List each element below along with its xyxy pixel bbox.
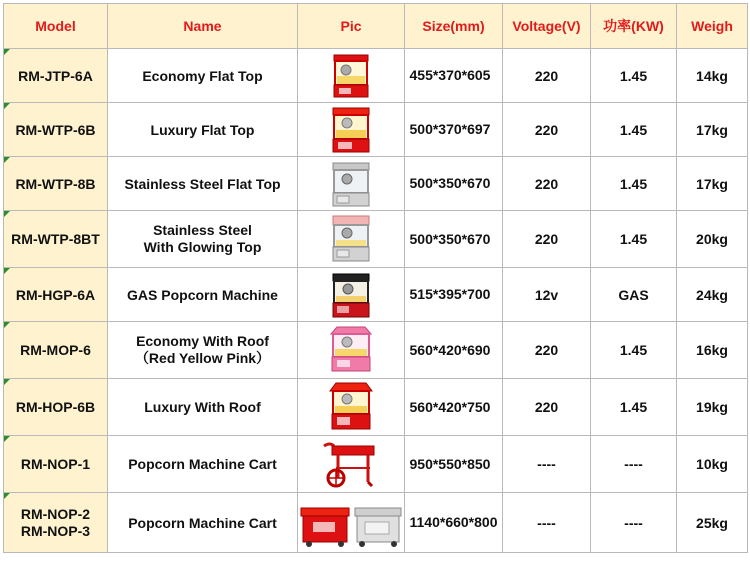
table-row: [4, 157, 748, 211]
table-row: [4, 322, 748, 379]
name-cell: [108, 211, 298, 268]
spec-sheet: [3, 3, 747, 559]
name-line-1: Stainless Steel: [153, 222, 252, 238]
voltage-cell: 220: [503, 157, 591, 211]
table-row: [4, 49, 748, 103]
weight-cell: 10kg: [677, 436, 748, 493]
table-row: [4, 103, 748, 157]
weight-cell: 17kg: [677, 157, 748, 211]
steel-popcorn-machine-icon: [298, 157, 405, 211]
header-size: Size(mm): [405, 4, 503, 49]
name-line-1: Economy With Roof: [136, 333, 269, 349]
weight-cell: 17kg: [677, 103, 748, 157]
model-cell: RM-JTP-6A: [4, 49, 108, 103]
power-cell: ----: [591, 436, 677, 493]
header-pic: Pic: [298, 4, 405, 49]
model-cell: RM-WTP-8B: [4, 157, 108, 211]
pink-roof-popcorn-machine-icon: [298, 322, 405, 379]
table-row: [4, 211, 748, 268]
model-cell: RM-WTP-8BT: [4, 211, 108, 268]
weight-cell: 19kg: [677, 379, 748, 436]
voltage-cell: ----: [503, 493, 591, 553]
header-power: 功率(KW): [591, 4, 677, 49]
weight-cell: 24kg: [677, 268, 748, 322]
voltage-cell: 220: [503, 322, 591, 379]
voltage-cell: ----: [503, 436, 591, 493]
size-cell: 950*550*850: [405, 436, 503, 493]
voltage-cell: 220: [503, 49, 591, 103]
table-row: [4, 268, 748, 322]
name-line-2: With Glowing Top: [143, 239, 262, 255]
weight-cell: 20kg: [677, 211, 748, 268]
model-cell: RM-HGP-6A: [4, 268, 108, 322]
name-cell: Stainless Steel Flat Top: [108, 157, 298, 211]
steel-glowing-popcorn-machine-icon: [298, 211, 405, 268]
model-cell: RM-MOP-6: [4, 322, 108, 379]
size-cell: 500*350*670: [405, 211, 503, 268]
product-spec-table: [3, 3, 748, 553]
model-cell: RM-HOP-6B: [4, 379, 108, 436]
power-cell: ----: [591, 493, 677, 553]
header-voltage: Voltage(V): [503, 4, 591, 49]
size-cell: 500*370*697: [405, 103, 503, 157]
gas-popcorn-machine-icon: [298, 268, 405, 322]
size-cell: 455*370*605: [405, 49, 503, 103]
popcorn-cart-icon: [298, 436, 405, 493]
weight-cell: 25kg: [677, 493, 748, 553]
power-cell: 1.45: [591, 379, 677, 436]
table-row: [4, 379, 748, 436]
header-weight: Weigh: [677, 4, 748, 49]
size-cell: 560*420*690: [405, 322, 503, 379]
red-roof-popcorn-machine-icon: [298, 379, 405, 436]
model-line-1: RM-NOP-2: [20, 505, 91, 522]
popcorn-cart-pair-icon: [298, 493, 405, 553]
header-model: Model: [4, 4, 108, 49]
model-line-2: RM-NOP-3: [20, 522, 91, 539]
name-cell: Luxury With Roof: [108, 379, 298, 436]
name-cell: [108, 322, 298, 379]
voltage-cell: 220: [503, 103, 591, 157]
size-cell: 560*420*750: [405, 379, 503, 436]
name-cell: Popcorn Machine Cart: [108, 436, 298, 493]
header-row: [4, 4, 748, 49]
power-cell: 1.45: [591, 322, 677, 379]
name-cell: Luxury Flat Top: [108, 103, 298, 157]
power-cell: 1.45: [591, 211, 677, 268]
table-row: [4, 436, 748, 493]
red-popcorn-machine-icon: [298, 103, 405, 157]
name-line-2: （Red Yellow Pink）: [134, 350, 271, 366]
name-cell: GAS Popcorn Machine: [108, 268, 298, 322]
power-cell: 1.45: [591, 103, 677, 157]
header-name: Name: [108, 4, 298, 49]
model-cell: [4, 493, 108, 553]
voltage-cell: 12v: [503, 268, 591, 322]
model-cell: RM-NOP-1: [4, 436, 108, 493]
red-popcorn-machine-icon: [298, 49, 405, 103]
name-cell: Economy Flat Top: [108, 49, 298, 103]
weight-cell: 14kg: [677, 49, 748, 103]
size-cell: 1140*660*800: [405, 493, 503, 553]
weight-cell: 16kg: [677, 322, 748, 379]
power-cell: 1.45: [591, 157, 677, 211]
power-cell: GAS: [591, 268, 677, 322]
model-cell: RM-WTP-6B: [4, 103, 108, 157]
name-cell: Popcorn Machine Cart: [108, 493, 298, 553]
size-cell: 515*395*700: [405, 268, 503, 322]
voltage-cell: 220: [503, 211, 591, 268]
table-row: [4, 493, 748, 553]
size-cell: 500*350*670: [405, 157, 503, 211]
power-cell: 1.45: [591, 49, 677, 103]
voltage-cell: 220: [503, 379, 591, 436]
